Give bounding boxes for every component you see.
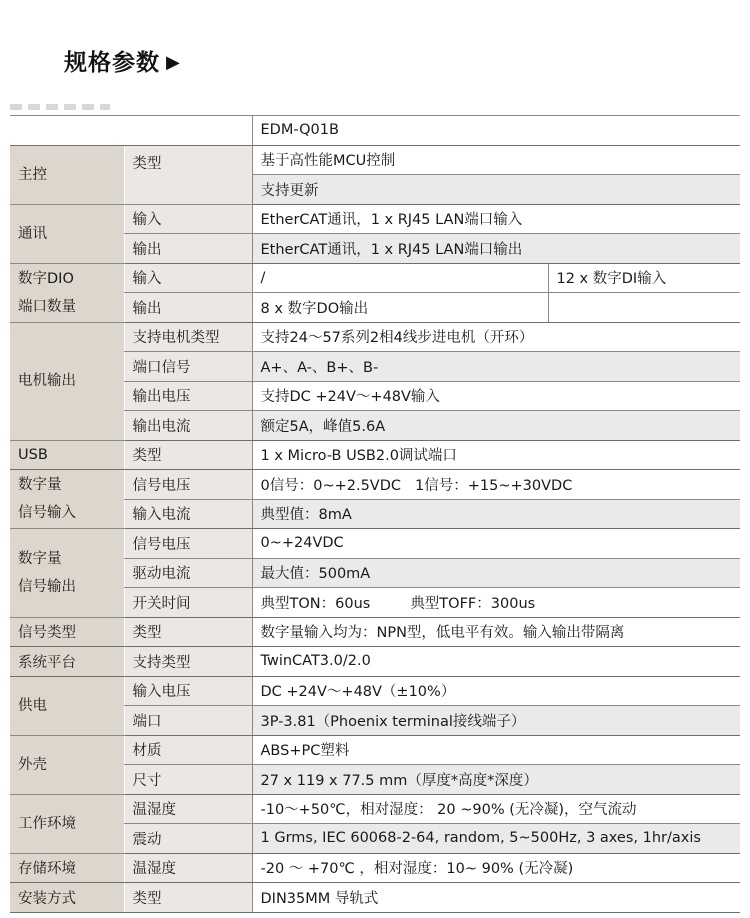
value-cell <box>252 470 740 500</box>
param-cell: 支持类型 <box>124 647 252 677</box>
value-cell: ABS+PC塑料 <box>252 735 740 765</box>
table-row <box>10 735 740 765</box>
model-name: EDM-Q01B <box>252 116 740 146</box>
param-cell: 输入电压 <box>124 676 252 706</box>
table-row <box>10 529 740 559</box>
param-cell: 类型 <box>124 440 252 470</box>
table-row <box>10 853 740 883</box>
category-cell: 工作环境 <box>10 794 124 853</box>
param-cell: 开关时间 <box>124 588 252 618</box>
value-cell: 8 x 数字DO输出 <box>252 293 548 323</box>
param-cell: 温湿度 <box>124 853 252 883</box>
value-cell <box>252 588 740 618</box>
table-row <box>10 322 740 352</box>
value-part: 0信号：0~+2.5VDC <box>260 477 402 494</box>
value-cell: DC +24V～+48V（±10%） <box>252 676 740 706</box>
category-cell: 供电 <box>10 676 124 735</box>
param-cell: 输出电压 <box>124 381 252 411</box>
param-cell: 输入电流 <box>124 499 252 529</box>
param-cell: 类型 <box>124 617 252 647</box>
faded-header-strip <box>10 104 110 110</box>
value-cell: -10～+50℃，相对湿度： 20 ~90% (无冷凝)，空气流动 <box>252 794 740 824</box>
param-cell: 支持电机类型 <box>124 322 252 352</box>
param-cell: 类型 <box>124 883 252 913</box>
category-cell: 数字量 信号输入 <box>10 470 124 529</box>
value-part: 典型TOFF：300us <box>410 595 536 612</box>
table-row <box>10 145 740 175</box>
value-cell: 最大值：500mA <box>252 558 740 588</box>
value-cell: 典型值：8mA <box>252 499 740 529</box>
value-cell: 27 x 119 x 77.5 mm（厚度*高度*深度） <box>252 765 740 795</box>
table-row <box>10 883 740 913</box>
table-row <box>10 470 740 500</box>
value-cell: 支持更新 <box>252 175 740 205</box>
value-cell: TwinCAT3.0/2.0 <box>252 647 740 677</box>
param-cell: 输入 <box>124 263 252 293</box>
value-cell: DIN35MM 导轨式 <box>252 883 740 913</box>
value-cell: 3P-3.81（Phoenix terminal接线端子） <box>252 706 740 736</box>
category-cell: USB <box>10 440 124 470</box>
table-row <box>10 794 740 824</box>
value-cell: 支持DC +24V～+48V输入 <box>252 381 740 411</box>
value-cell: A+、A-、B+、B- <box>252 352 740 382</box>
value-cell: -20 ～ +70℃ ，相对湿度：10~ 90% (无冷凝) <box>252 853 740 883</box>
category-cell: 存储环境 <box>10 853 124 883</box>
page-title-text: 规格参数 <box>64 50 160 76</box>
table-row-model <box>10 116 740 146</box>
param-cell: 震动 <box>124 824 252 854</box>
param-cell: 端口信号 <box>124 352 252 382</box>
value-cell: 1 Grms, IEC 60068-2-64, random, 5~500Hz, 3 axes, 1hr/axis <box>252 824 740 854</box>
category-cell: 通讯 <box>10 204 124 263</box>
value-cell: 支持24～57系列2相4线步进电机（开环） <box>252 322 740 352</box>
value-part: 1信号：+15~+30VDC <box>415 477 573 494</box>
param-cell: 端口 <box>124 706 252 736</box>
category-cell: 数字量 信号输出 <box>10 529 124 618</box>
spec-table <box>10 115 740 913</box>
value-cell: EtherCAT通讯，1 x RJ45 LAN端口输出 <box>252 234 740 264</box>
value-cell: 基于高性能MCU控制 <box>252 145 740 175</box>
category-cell: 系统平台 <box>10 647 124 677</box>
param-cell: 输出 <box>124 234 252 264</box>
param-cell: 信号电压 <box>124 470 252 500</box>
play-arrow-icon: ▶ <box>166 52 181 73</box>
param-cell: 材质 <box>124 735 252 765</box>
param-cell: 驱动电流 <box>124 558 252 588</box>
category-cell: 数字DIO 端口数量 <box>10 263 124 322</box>
value-cell: / <box>252 263 548 293</box>
category-cell: 外壳 <box>10 735 124 794</box>
table-row <box>10 440 740 470</box>
category-cell: 信号类型 <box>10 617 124 647</box>
param-cell: 输入 <box>124 204 252 234</box>
param-cell: 尺寸 <box>124 765 252 795</box>
page-title <box>64 44 181 77</box>
value-cell-secondary: 12 x 数字DI输入 <box>548 263 740 293</box>
category-cell: 主控 <box>10 145 124 204</box>
value-cell: 1 x Micro-B USB2.0调试端口 <box>252 440 740 470</box>
table-row <box>10 676 740 706</box>
value-cell: 0~+24VDC <box>252 529 740 559</box>
param-cell: 输出 <box>124 293 252 323</box>
value-cell: 数字量输入均为：NPN型，低电平有效。输入输出带隔离 <box>252 617 740 647</box>
table-row <box>10 204 740 234</box>
value-part: 典型TON：60us <box>260 595 371 612</box>
param-cell: 输出电流 <box>124 411 252 441</box>
value-cell: EtherCAT通讯，1 x RJ45 LAN端口输入 <box>252 204 740 234</box>
table-row <box>10 263 740 293</box>
param-cell: 类型 <box>124 145 252 204</box>
category-cell: 电机输出 <box>10 322 124 440</box>
value-cell: 额定5A，峰值5.6A <box>252 411 740 441</box>
category-cell: 安装方式 <box>10 883 124 913</box>
table-row <box>10 647 740 677</box>
table-row <box>10 617 740 647</box>
param-cell: 温湿度 <box>124 794 252 824</box>
param-cell: 信号电压 <box>124 529 252 559</box>
